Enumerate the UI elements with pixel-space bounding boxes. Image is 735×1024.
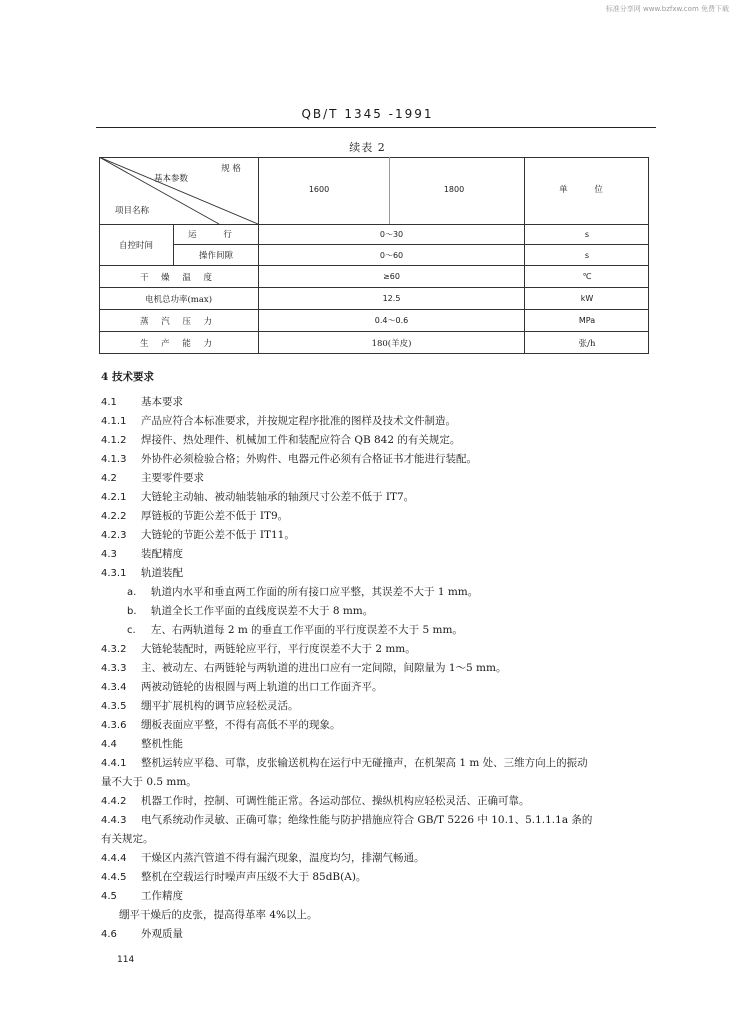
clause-number: 4.1	[101, 397, 117, 408]
clause-number: 4.4.4	[101, 853, 127, 864]
clause-4-1-1	[101, 414, 456, 429]
clause-text: 大链轮装配时，两链轮应平行，平行度误差不大于 2 mm。	[141, 643, 416, 655]
clause-number: 4.1.1	[101, 416, 127, 427]
clause-text: 绷板表面应平整，不得有高低不平的现象。	[141, 719, 341, 731]
table-caption: 续表 2	[349, 141, 386, 154]
row-capacity-unit: 张/h	[578, 338, 596, 349]
clause-text: 外观质量	[141, 928, 183, 940]
clause-number: c.	[127, 625, 136, 636]
document-code: QB/T 1345 -1991	[301, 107, 434, 121]
header-unit: 单 位	[559, 185, 615, 195]
clause-number: 4.4	[101, 739, 117, 750]
clause-number: b.	[127, 606, 137, 617]
clause-text: 主要零件要求	[141, 472, 204, 484]
row-capacity-value: 180(羊皮)	[371, 338, 412, 349]
row-interval-label: 操作间隙	[198, 251, 233, 261]
clause-number: 4.6	[101, 929, 117, 940]
clause-text: 大链轮的节距公差不低于 IT11。	[141, 529, 295, 541]
clause-text: 整机在空载运行时噪声声压级不大于 85dB(A)。	[141, 871, 367, 883]
clause-4-2-3	[101, 528, 295, 543]
clause-text: 绷平扩展机构的调节应轻松灵活。	[141, 700, 299, 712]
clause-4-4-1-continued: 量不大于 0.5 mm。	[101, 776, 197, 788]
row-interval-value: 0～60	[379, 250, 404, 260]
clause-number: 4.3.1	[101, 568, 127, 579]
section-4-title: 4 技术要求	[101, 371, 154, 383]
clause-4-4-5	[101, 870, 366, 885]
clause-4-3-1-a	[127, 585, 478, 600]
clause-text: 外协件必须检验合格；外购件、电器元件必须有合格证书才能进行装配。	[141, 453, 477, 465]
clause-text: 整机运转应平稳、可靠，皮张输送机构在运行中无碰撞声，在机架高 1 m 处、三维方向上的振动	[141, 757, 588, 769]
row-dry-temp-label: 干 燥 温 度	[139, 272, 218, 283]
clause-4-4-1	[101, 756, 588, 771]
clause-text: 装配精度	[141, 548, 183, 560]
clause-text: 基本要求	[141, 396, 183, 408]
clause-number: 4.5	[101, 891, 117, 902]
clause-text: 电气系统动作灵敏、正确可靠；绝缘性能与防护措施应符合 GB/T 5226 中 10.1、5.1.1.1a 条的	[141, 814, 593, 826]
row-dry-temp-value: ≥60	[383, 272, 400, 281]
clause-number: 4.3.2	[101, 644, 127, 655]
clause-4-5	[101, 889, 183, 904]
clause-4-3-6	[101, 718, 341, 733]
clause-number: 4.2.1	[101, 492, 127, 503]
header-col-1600: 1600	[308, 184, 330, 194]
row-motor-power-label: 电机总功率(max)	[144, 294, 213, 305]
clause-text: 左、右两轨道每 2 m 的垂直工作平面的平行度误差不大于 5 mm。	[151, 624, 463, 636]
clause-number: 4.3	[101, 549, 117, 560]
clause-4-3-3	[101, 661, 506, 676]
row-motor-power-value: 12.5	[382, 294, 401, 303]
header-param-label: 基本参数	[153, 174, 188, 184]
table-border-bottom	[99, 353, 649, 354]
clause-4-2	[101, 471, 204, 486]
clause-4-3-4	[101, 680, 383, 695]
clause-4-5-text: 绷平干燥后的皮张，提高得革率 4%以上。	[119, 909, 318, 921]
clause-text: 厚链板的节距公差不低于 IT9。	[141, 510, 289, 522]
row-steam-pressure-label: 蒸 汽 压 力	[139, 316, 218, 327]
clause-4-3	[101, 547, 183, 562]
clause-number: 4.3.5	[101, 701, 127, 712]
row-interval-unit: s	[584, 250, 590, 260]
clause-number: a.	[127, 587, 137, 598]
row-self-control-label: 自控时间	[118, 240, 153, 251]
clause-number: 4.2	[101, 473, 117, 484]
clause-text: 大链轮主动轴、被动轴装轴承的轴颈尺寸公差不低于 IT7。	[141, 491, 415, 503]
clause-text: 两被动链轮的齿根圆与两上轨道的出口工作面齐平。	[141, 681, 383, 693]
row-capacity-label: 生 产 能 力	[139, 338, 218, 349]
clause-text: 主、被动左、右两链轮与两轨道的进出口应有一定间隙，间隙量为 1～5 mm。	[141, 662, 507, 674]
clause-4-4-4	[101, 851, 425, 866]
header-rule	[96, 127, 656, 128]
clause-4-2-2	[101, 509, 288, 524]
clause-4-1-3	[101, 452, 477, 467]
clause-4-3-1-c	[127, 623, 463, 638]
clause-4-3-5	[101, 699, 299, 714]
clause-text: 轨道全长工作平面的直线度误差不大于 8 mm。	[151, 605, 374, 617]
clause-4-6	[101, 927, 183, 942]
row-steam-pressure-value: 0.4～0.6	[374, 316, 409, 325]
header-item-label: 项目名称	[114, 206, 149, 216]
clause-number: 4.4.1	[101, 758, 127, 769]
watermark-text: 标准分享网 www.bzfxw.com 免费下载	[605, 5, 729, 13]
clause-number: 4.3.3	[101, 663, 127, 674]
clause-number: 4.1.2	[101, 435, 127, 446]
clause-number: 4.3.6	[101, 720, 127, 731]
clause-number: 4.2.2	[101, 511, 127, 522]
row-run-unit: s	[584, 229, 590, 239]
clause-4-1	[101, 395, 183, 410]
clause-number: 4.1.3	[101, 454, 127, 465]
clause-text: 机器工作时，控制、可调性能正常。各运动部位、操纵机构应轻松灵活、正确可靠。	[141, 795, 530, 807]
clause-4-1-2	[101, 433, 460, 448]
row-steam-pressure-unit: MPa	[578, 316, 596, 325]
clause-4-2-1	[101, 490, 414, 505]
clause-4-3-1	[101, 566, 183, 581]
parameter-table	[99, 157, 649, 354]
clause-4-4-3-continued: 有关规定。	[101, 833, 154, 845]
row-run-label: 运 行	[188, 230, 244, 240]
clause-text: 轨道内水平和垂直两工作面的所有接口应平整，其误差不大于 1 mm。	[151, 586, 479, 598]
clause-number: 4.4.5	[101, 872, 127, 883]
clause-4-3-1-b	[127, 604, 373, 619]
page-number: 114	[117, 955, 135, 965]
clause-number: 4.4.2	[101, 796, 127, 807]
header-col-1800: 1800	[443, 184, 465, 194]
clause-number: 4.2.3	[101, 530, 127, 541]
row-dry-temp-unit: ℃	[582, 272, 592, 281]
header-spec-label: 规 格	[221, 164, 241, 174]
clause-text: 干燥区内蒸汽管道不得有漏汽现象，温度均匀，排潮气畅通。	[141, 852, 425, 864]
clause-4-4	[101, 737, 183, 752]
clause-number: 4.4.3	[101, 815, 127, 826]
clause-text: 工作精度	[141, 890, 183, 902]
table-col-line	[389, 157, 390, 224]
clause-4-4-2	[101, 794, 530, 809]
clause-text: 产品应符合本标准要求，并按规定程序批准的图样及技术文件制造。	[141, 415, 456, 427]
row-motor-power-unit: kW	[580, 294, 594, 303]
row-run-value: 0～30	[379, 229, 404, 239]
clause-text: 焊接件、热处理件、机械加工件和装配应符合 QB 842 的有关规定。	[141, 434, 461, 446]
clause-number: 4.3.4	[101, 682, 127, 693]
clause-text: 轨道装配	[141, 567, 183, 579]
clause-4-4-3	[101, 813, 592, 828]
clause-4-3-2	[101, 642, 416, 657]
clause-text: 整机性能	[141, 738, 183, 750]
